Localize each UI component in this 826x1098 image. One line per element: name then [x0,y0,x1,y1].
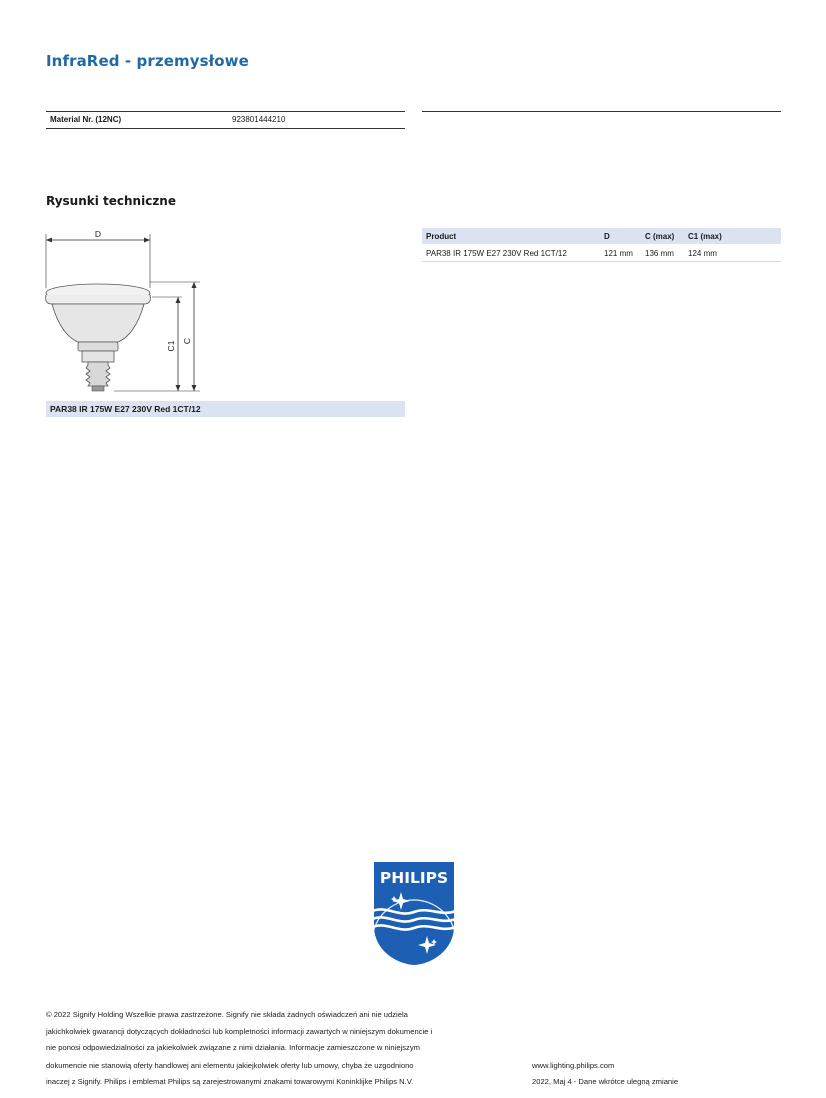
dimension-label-c: C [182,337,192,345]
footer-website-link[interactable]: www.lighting.philips.com [532,1061,615,1070]
dimension-label-c1: C1 [166,340,176,352]
column-header-c1-max: C1 (max) [688,232,722,241]
footer-line: inaczej z Signify. Philips i emblemat Philips są zarejestrowanymi znakami towarowymi Koninklijke Philips N.V. [46,1077,414,1086]
table-row-divider [422,261,781,262]
section-title: Rysunki techniczne [46,194,176,208]
divider [46,111,405,112]
philips-logo [372,860,456,966]
lamp-screw-base [86,362,110,386]
dimensions-table-header [422,228,781,244]
drawing-caption: PAR38 IR 175W E27 230V Red 1CT/12 [50,404,201,414]
footer-line: nie ponosi odpowiedzialności za jakiekolwiek związane z nimi działania. Informacje zamieszczone w niniejszym [46,1043,420,1052]
table-cell-c1-max: 124 mm [688,249,717,258]
footer-line: dokumencie nie stanowią oferty handlowej ani elementu jakiejkolwiek oferty lub umowy, chyba że uzgodniono [46,1061,414,1070]
lamp-technical-drawing [40,226,210,398]
footer-line: jakichkolwiek gwarancji dotyczących dokładności lub kompletności informacji zawartych w niniejszym dokumencie i [46,1027,433,1036]
table-cell-product: PAR38 IR 175W E27 230V Red 1CT/12 [426,249,567,258]
lamp-neck [82,351,114,362]
page-title: InfraRed - przemysłowe [46,52,249,70]
material-value: 923801444210 [232,115,286,124]
column-header-product: Product [426,232,457,241]
dimension-label-d: D [94,229,102,239]
table-cell-c-max: 136 mm [645,249,674,258]
divider [422,111,781,112]
column-header-c-max: C (max) [645,232,675,241]
table-cell-d: 121 mm [604,249,633,258]
lamp-body [52,304,144,342]
divider [46,128,405,129]
philips-logo-text: PHILIPS [379,869,449,887]
footer-date-note: 2022, Maj 4 - Dane wkrótce ulegną zmianie [532,1077,679,1086]
material-label: Material Nr. (12NC) [50,115,122,124]
footer-line: © 2022 Signify Holding Wszelkie prawa zastrzeżone. Signify nie składa żadnych oświadczeń ani nie udziela [46,1010,408,1019]
column-header-d: D [604,232,610,241]
